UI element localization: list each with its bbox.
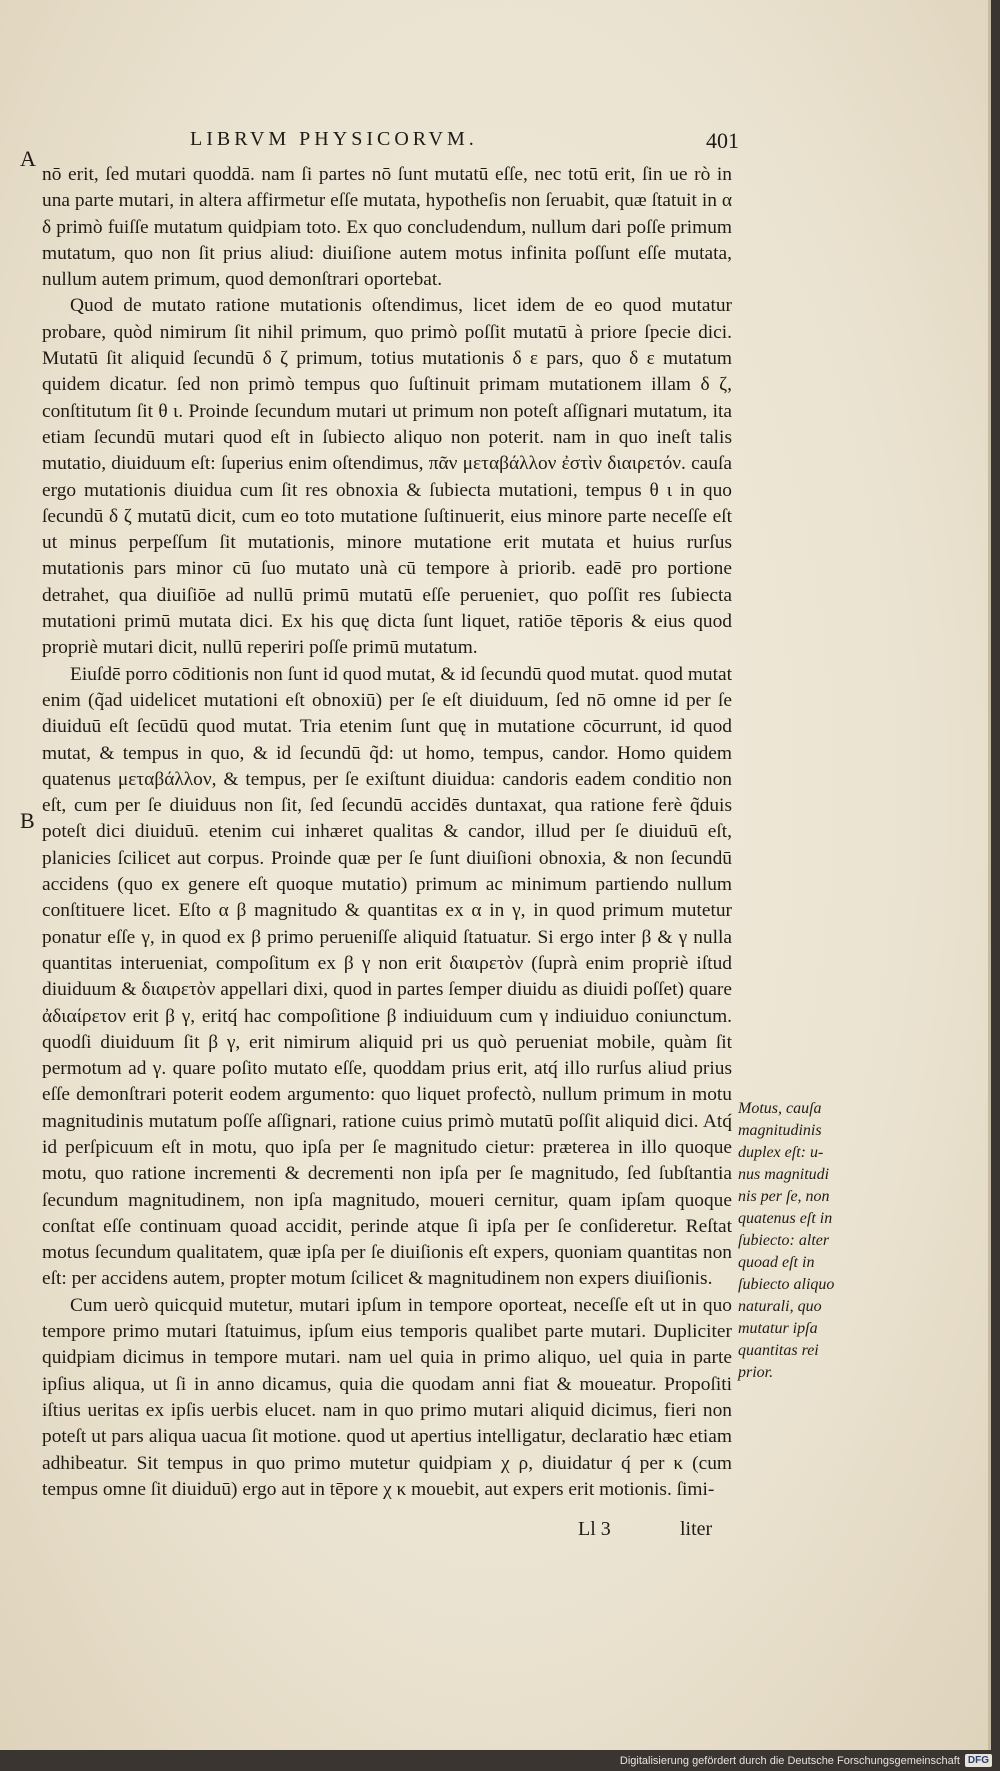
paragraph: Quod de mutato ratione mutationis oſtendimus, licet idem de eo quod mutatur probare, quòd nimirum ſit nihil primum, quo primò poſſit mutatū à priore ſpecie dici. Mutatū ſit aliquid ſecundū δ ζ primum, totius mutationis δ ε pars, quo δ ε mutatum quidem dicatur. ſed non primò tempus quo ſuſtinuit primam mutationem illam δ ζ, conſtitutum ſit θ ι. Proinde ſecundum mutari ut primum non poteſt aſſignari mutatum, ita etiam ſecundū mutari quod eſt in ſubiecto aliquo non poterit. nam in quo ineſt talis mutatio, diuiduum eſt: ſuperius enim oſtendimus, πᾶν μεταβάλλον ἐστὶν διαιρετόν. cauſa ergo mutationis diuidua cum ſit res obnoxia & ſubiecta mutationi, tempus θ ι in quo ſecundū δ ζ mutatū dicit, cum eo toto mutatione ſuſtinuerit, eius minore parte neceſſe eſt ut minus perpeſſum ſit mutationis, minore mutatione erit mutata et huius rurſus mutationis pars minor cū ſuo mutato unà cū tempore à priorib. eadē pro portione detrahet, qua diuiſiōe ad nullū primū mutatū eſſe peruenieτ, quo poſſit res ſubiecta mutationi primū mutata dici. Ex his quę dicta ſunt liquet, ratiōe tēporis & eius quod propriè mutari dicit, nullū reperiri poſſe primū mutatum. xyxy=(42,295,732,659)
margin-note-line: quantitas rei xyxy=(738,1342,819,1359)
paragraph: nō erit, ſed mutari quoddā. nam ſi partes nō ſunt mutatū eſſe, nec totū erit, ſin ue rò in una parte mutari, in altera affirmetur eſſe mutata, hypotheſis non ſeruabit, quæ ſtatuit in α δ primò fuiſſe mutatum quidpiam toto. Ex quo concludendum, nullum dari poſſe primum mutatum, quo non ſit prius aliud: diuiſione autem motus infinita poſſunt eſſe mutata, nullum autem primum, quod demonſtrari oportebat. xyxy=(42,164,732,291)
dfg-logo-icon: DFG xyxy=(965,1754,992,1767)
margin-note-line: quatenus eſt in xyxy=(738,1210,833,1227)
signature-mark: Ll 3 xyxy=(578,1518,611,1540)
margin-letter-b: B xyxy=(20,808,35,833)
margin-note-line: naturali, quo xyxy=(738,1298,822,1315)
margin-note-line: Motus, cauſa xyxy=(738,1100,822,1117)
margin-note xyxy=(738,1098,850,1384)
margin-note-line: ſubiecto: alter xyxy=(738,1232,830,1249)
main-text-block xyxy=(42,162,732,1503)
page-number: 401 xyxy=(706,128,739,153)
margin-note-line: quoad eſt in xyxy=(738,1254,815,1271)
margin-note-line: prior. xyxy=(738,1364,774,1381)
margin-note-line: nus magnitudi xyxy=(738,1166,830,1183)
margin-note-line: nis per ſe, non xyxy=(738,1188,830,1205)
margin-note-line: duplex eſt: u- xyxy=(738,1144,824,1161)
paragraph: Eiuſdē porro cōditionis non ſunt id quod mutat, & id ſecundū quod mutat. quod mutat enim (q̃ad uidelicet mutationi eſt obnoxiū) per ſe eſt diuiduum, ſed nō omne id per ſe diuiduū eſt ſecūdū quod mutat. Tria etenim ſunt quę in mutatione cōcurrunt, id quod mutat, & tempus in quo, & id ſecundū q̃d: ut homo, tempus, candor. Homo quidem quatenus μεταβάλλον, & tempus, per ſe exiſtunt diuidua: candoris eadem conditio non eſt, cum per ſe diuiduus non ſit, ſed ſecundū accidēs duntaxat, qua ratione ferè q̃duis poteſt dici diuiduū. etenim cui inhæret qualitas & candor, illud per ſe diuiduū eſt, planicies ſcilicet aut corpus. Proinde quæ per ſe ſunt diuiſioni obnoxia, & non ſecundū accidens (quo ex genere eſt quoque mutatio) primum ac minimum partiendo nullum conſtituere licet. Eſto α β magnitudo & quantitas ex α in γ, in quod primum mutetur ponatur eſſe γ, in quod ex β primo perueniſſe aliquid ſtatuatur. Si ergo inter β & γ nulla quantitas interueniat, compoſitum ex β γ non erit διαιρετὸν (ſuprà enim propriè iſtud diuiduum & διαιρετὸν appellari dixi, quod in partes ſemper diuidu as diuidi poſſet) quare ἀδιαίρετον erit β γ, eritq́ hac compoſitione β indiuiduum cum γ indiuiduo coniunctum. quodſi diuiduum ſit β γ, erit nimirum aliquid pri us quò perueniat mobile, quàm ſit permotum ad γ. quare poſito mutato eſſe, quoddam prius erit, atq́ illo rurſus aliud prius eſſe demonſtrari poterit eodem argumento: quo liquet profectò, nullum primum in motu magnitudinis mutatum poſſe aſſignari, ratione cuius primò mutatū poſſit aliquid dici. Atq́ id perſpicuum eſt in motu, quo ipſa per ſe magnitudo cietur: præterea in illo quoque motu, quo ratione incrementi & decrementi non ipſa per ſe magnitudo, ſed ſubſtantia ſecundum magnitudinem, non ipſa magnitudo, moueri cernitur, quam ipſam quoque conſtat eſſe continuam quoad accidit, perinde atque ſi ipſa per ſe conſideretur. Reſtat motus ſecundum qualitatem, quæ ipſa per ſe diuiſionis eſt expers, quoniam quantitas non eſt: per accidens autem, propter motum ſcilicet & magnitudinem non expers diuiſionis. xyxy=(42,663,732,1290)
margin-letter-a: A xyxy=(20,146,36,171)
catchword: liter xyxy=(680,1518,713,1540)
running-title: LIBRVM PHYSICORVM. xyxy=(190,128,478,150)
digitization-credit xyxy=(620,1754,992,1767)
margin-note-line: ſubiecto aliquo xyxy=(738,1276,835,1293)
footer-text: Digitalisierung gefördert durch die Deutsche Forschungsgemeinschaft xyxy=(619,1754,960,1767)
paragraph: Cum uerò quicquid mutetur, mutari ipſum in tempore oporteat, neceſſe eſt ut in quo tempore primo mutari ſtatuimus, ipſum eius temporis qualibet parte mutari. Dupliciter quidpiam dicimus in tempore mutari. nam uel quia in primo aliquo, uel quia in parte ipſius aliqua, ut ſi in anno dicamus, quia die quodam anni fiat & moueatur. Propoſiti iſtius ueritas ex ipſis uerbis elucet. nam in quo primo mutari aliquid dicimus, fieri non poteſt ut pars aliqua uacua ſit motione. quod ut apertius intelligatur, declaratio hæc etiam adhibeatur. Sit tempus in quo primo mutetur quidpiam χ ρ, diuidatur q́ per κ (cum tempus omne ſit diuiduū) ergo aut in tēpore χ κ mouebit, aut expers erit motionis. ſimi- xyxy=(42,1294,732,1500)
margin-note-line: mutatur ipſa xyxy=(738,1320,818,1337)
margin-note-line: magnitudinis xyxy=(738,1122,822,1139)
